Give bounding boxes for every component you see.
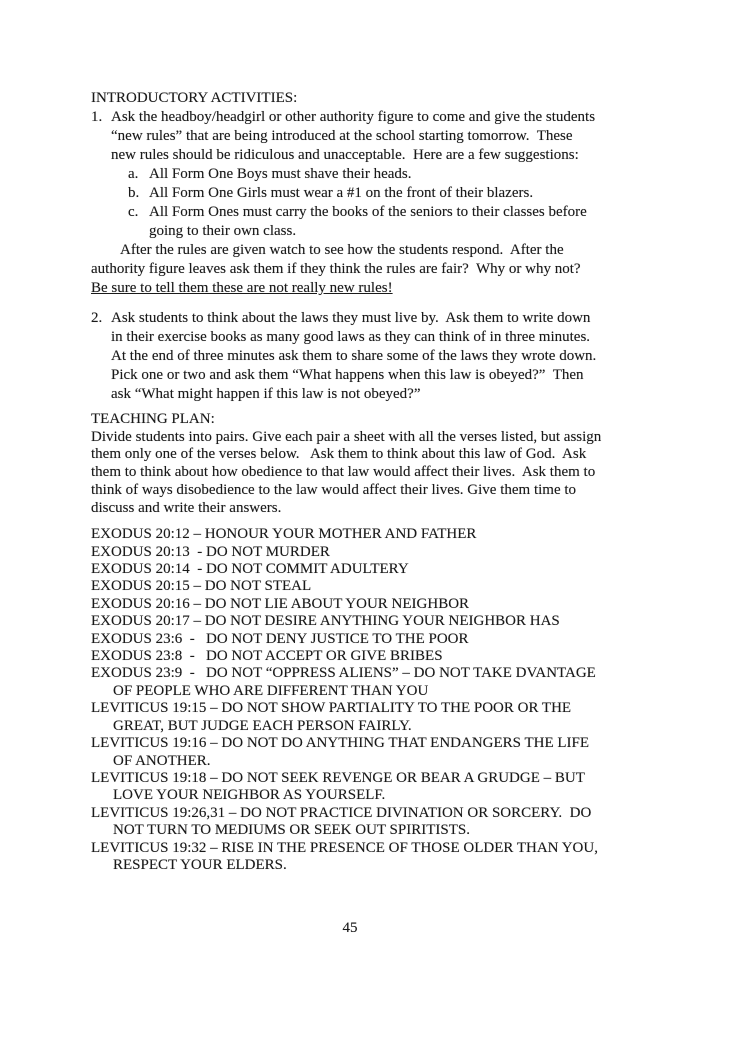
after-rules-paragraph: [91, 241, 691, 298]
verse-leviticus-19-26-31: LEVITICUS 19:26,31 – DO NOT PRACTICE DIVINATION OR SORCERY. DO: [91, 804, 592, 821]
item1-line: “new rules” that are being introduced at the school starting tomorrow. These: [111, 128, 573, 144]
sub-item-line: All Form One Girls must wear a #1 on the front of their blazers.: [149, 185, 534, 201]
paragraph-line: authority figure leaves ask them if they think the rules are fair? Why or why not?: [91, 261, 581, 277]
list-marker-b: b.: [128, 185, 140, 201]
item2-line: ask “What might happen if this law is not obeyed?”: [111, 386, 421, 402]
verse-exodus-20-15: EXODUS 20:15 – DO NOT STEAL: [91, 578, 312, 595]
teaching-plan-heading: TEACHING PLAN:: [91, 411, 215, 427]
verse-leviticus-19-26-31-cont: NOT TURN TO MEDIUMS OR SEEK OUT SPIRITISTS.: [113, 822, 470, 839]
verse-exodus-23-9: EXODUS 23:9 - DO NOT “OPPRESS ALIENS” – DO NOT TAKE DVANTAGE: [91, 665, 596, 682]
teaching-plan-line: them only one of the verses below. Ask them to think about this law of God. Ask: [91, 446, 587, 463]
verse-leviticus-19-32-cont: RESPECT YOUR ELDERS.: [113, 856, 287, 873]
sub-item-line: All Form One Boys must shave their heads.: [149, 166, 412, 182]
verse-exodus-23-6: EXODUS 23:6 - DO NOT DENY JUSTICE TO THE POOR: [91, 630, 469, 647]
numbered-item-2: [91, 309, 691, 404]
item2-line: in their exercise books as many good laws as they can think of in three minutes.: [111, 329, 591, 345]
verse-leviticus-19-18-cont: LOVE YOUR NEIGHBOR AS YOURSELF.: [113, 787, 386, 804]
page-content: [91, 89, 691, 874]
teaching-plan-line: discuss and write their answers.: [91, 499, 282, 516]
list-marker-1: 1.: [91, 109, 103, 125]
verse-exodus-20-16: EXODUS 20:16 – DO NOT LIE ABOUT YOUR NEIGHBOR: [91, 595, 470, 612]
item2-line: Ask students to think about the laws they must live by. Ask them to write down: [111, 310, 591, 326]
sub-item-c: [91, 203, 691, 241]
emphasized-rule-line: Be sure to tell them these are not really new rules!: [91, 280, 393, 296]
paragraph-line: After the rules are given watch to see how the students respond. After the: [120, 242, 564, 258]
teaching-plan-line: think of ways disobedience to the law would affect their lives. Give them time to: [91, 481, 577, 498]
verse-exodus-23-9-cont: OF PEOPLE WHO ARE DIFFERENT THAN YOU: [113, 682, 429, 699]
page-number: 45: [342, 920, 358, 936]
list-marker-2: 2.: [91, 310, 103, 326]
sub-item-line: going to their own class.: [149, 223, 297, 239]
teaching-plan-section: [91, 411, 691, 517]
list-marker-c: c.: [128, 204, 139, 220]
verse-leviticus-19-15-cont: GREAT, BUT JUDGE EACH PERSON FAIRLY.: [113, 717, 412, 734]
verse-exodus-20-14: EXODUS 20:14 - DO NOT COMMIT ADULTERY: [91, 561, 409, 578]
teaching-plan-line: Divide students into pairs. Give each pair a sheet with all the verses listed, but assign: [91, 428, 602, 445]
verse-leviticus-19-16: LEVITICUS 19:16 – DO NOT DO ANYTHING THAT ENDANGERS THE LIFE: [91, 735, 590, 752]
verse-leviticus-19-18: LEVITICUS 19:18 – DO NOT SEEK REVENGE OR BEAR A GRUDGE – BUT: [91, 769, 585, 786]
sub-item-b: [91, 184, 691, 203]
list-marker-a: a.: [128, 166, 139, 182]
introductory-activities-section: [91, 89, 691, 298]
verse-exodus-23-8: EXODUS 23:8 - DO NOT ACCEPT OR GIVE BRIBES: [91, 648, 443, 665]
item2-line: At the end of three minutes ask them to share some of the laws they wrote down.: [111, 348, 597, 364]
item1-line: new rules should be ridiculous and unacceptable. Here are a few suggestions:: [111, 147, 579, 163]
item1-line: Ask the headboy/headgirl or other authority figure to come and give the students: [111, 109, 596, 125]
numbered-item-1: [91, 108, 691, 165]
item2-line: Pick one or two and ask them “What happens when this law is obeyed?” Then: [111, 367, 584, 383]
verse-leviticus-19-32: LEVITICUS 19:32 – RISE IN THE PRESENCE OF THOSE OLDER THAN YOU,: [91, 839, 598, 856]
intro-heading: INTRODUCTORY ACTIVITIES:: [91, 90, 298, 106]
verse-leviticus-19-15: LEVITICUS 19:15 – DO NOT SHOW PARTIALITY TO THE POOR OR THE: [91, 700, 572, 717]
sub-item-line: All Form Ones must carry the books of the seniors to their classes before: [149, 204, 587, 220]
verse-exodus-20-13: EXODUS 20:13 - DO NOT MURDER: [91, 543, 330, 560]
verse-exodus-20-12: EXODUS 20:12 – HONOUR YOUR MOTHER AND FATHER: [91, 526, 477, 543]
sub-item-a: [91, 165, 691, 184]
verse-exodus-20-17: EXODUS 20:17 – DO NOT DESIRE ANYTHING YOUR NEIGHBOR HAS: [91, 613, 560, 630]
verse-leviticus-19-16-cont: OF ANOTHER.: [113, 752, 211, 769]
verse-list: [91, 526, 691, 874]
teaching-plan-line: them to think about how obedience to that law would affect their lives. Ask them to: [91, 464, 596, 481]
